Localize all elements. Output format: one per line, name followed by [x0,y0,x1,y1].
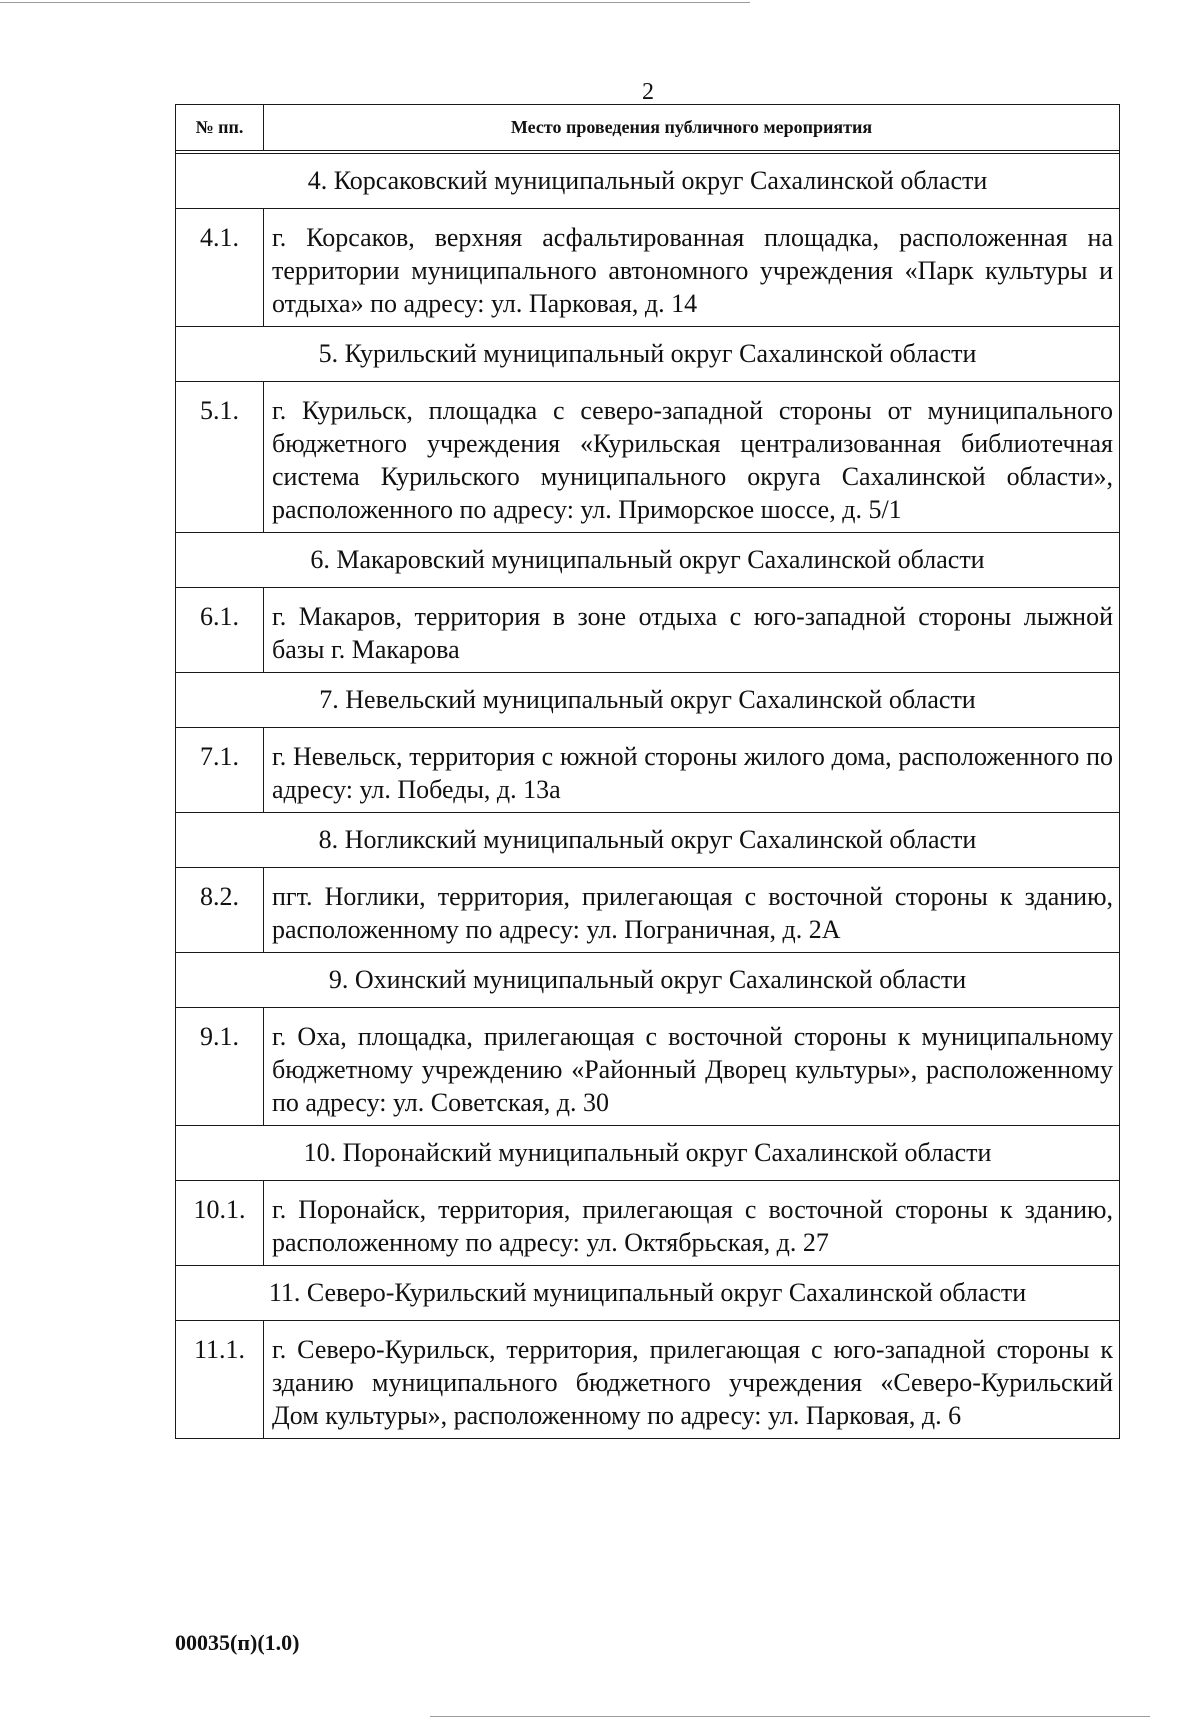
row-place: г. Оха, площадка, прилегающая с восточной стороны к муниципальному бюджетному учреждению «Районный Дворец культуры», расположенному по адресу: ул. Советская, д. 30 [264,1008,1120,1126]
table-row [176,1181,1120,1266]
table-header-row [176,105,1120,151]
table-row [176,1008,1120,1126]
table-row [176,1321,1120,1439]
district-title: 7. Невельский муниципальный округ Сахалинской области [176,673,1120,728]
venues-table-body [176,151,1120,1439]
district-row [176,953,1120,1008]
table-row [176,382,1120,533]
row-number: 6.1. [176,588,264,673]
row-place: г. Поронайск, территория, прилегающая с восточной стороны к зданию, расположенному по адресу: ул. Октябрьская, д. 27 [264,1181,1120,1266]
district-title: 5. Курильский муниципальный округ Сахалинской области [176,327,1120,382]
table-row [176,868,1120,953]
table-row [176,209,1120,327]
document-code: 00035(п)(1.0) [175,1630,300,1655]
header-number: № пп. [176,105,264,151]
district-row [176,154,1120,209]
district-row [176,673,1120,728]
row-place: пгт. Ноглики, территория, прилегающая с восточной стороны к зданию, расположенному по адресу: ул. Пограничная, д. 2А [264,868,1120,953]
district-title: 9. Охинский муниципальный округ Сахалинской области [176,953,1120,1008]
page-number: 2 [642,79,654,105]
row-place: г. Курильск, площадка с северо-западной стороны от муниципального бюджетного учреждения «Курильская централизованная библиотечная система Курильского муниципального округа Сахалинской области», расположенного по адресу: ул. Приморское шоссе, д. 5/1 [264,382,1120,533]
row-place: г. Северо-Курильск, территория, прилегающая с юго-западной стороны к зданию муниципального бюджетного учреждения «Северо-Курильский Дом культуры», расположенному по адресу: ул. Парковая, д. 6 [264,1321,1120,1439]
row-place: г. Невельск, территория с южной стороны жилого дома, расположенного по адресу: ул. Победы, д. 13а [264,728,1120,813]
district-row [176,1126,1120,1181]
district-row [176,327,1120,382]
scan-artifact-top [0,2,750,3]
district-title: 4. Корсаковский муниципальный округ Сахалинской области [176,154,1120,209]
district-title: 8. Ногликский муниципальный округ Сахалинской области [176,813,1120,868]
row-place: г. Макаров, территория в зоне отдыха с юго-западной стороны лыжной базы г. Макарова [264,588,1120,673]
row-number: 8.2. [176,868,264,953]
row-number: 5.1. [176,382,264,533]
row-place: г. Корсаков, верхняя асфальтированная площадка, расположенная на территории муниципального автономного учреждения «Парк культуры и отдыха» по адресу: ул. Парковая, д. 14 [264,209,1120,327]
header-place: Место проведения публичного мероприятия [264,105,1120,151]
table-row [176,728,1120,813]
table-row [176,588,1120,673]
scan-artifact-bottom [430,1716,1150,1717]
venues-table [175,104,1120,1439]
row-number: 11.1. [176,1321,264,1439]
row-number: 7.1. [176,728,264,813]
district-title: 6. Макаровский муниципальный округ Сахалинской области [176,533,1120,588]
district-title: 10. Поронайский муниципальный округ Сахалинской области [176,1126,1120,1181]
district-row [176,533,1120,588]
district-row [176,1266,1120,1321]
district-title: 11. Северо-Курильский муниципальный округ Сахалинской области [176,1266,1120,1321]
row-number: 9.1. [176,1008,264,1126]
row-number: 10.1. [176,1181,264,1266]
row-number: 4.1. [176,209,264,327]
district-row [176,813,1120,868]
